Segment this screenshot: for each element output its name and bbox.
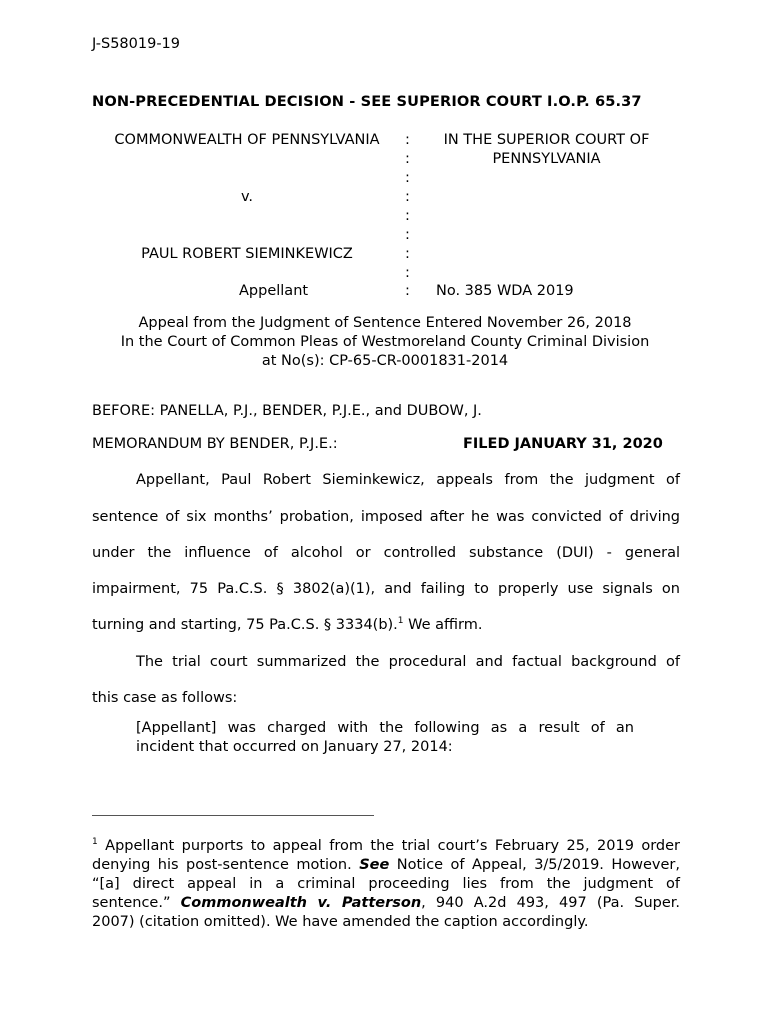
quote-line: [Appellant] was charged with the following as a result of an xyxy=(136,720,634,736)
appeal-line2: In the Court of Common Pleas of Westmoreland County Criminal Division xyxy=(120,334,650,350)
body-line: sentence of six months’ probation, imposed after he was convicted of driving xyxy=(92,509,680,525)
before-panel: BEFORE: PANELLA, P.J., BENDER, P.J.E., and DUBOW, J. xyxy=(92,403,482,419)
footnote-line: “[a] direct appeal in a criminal proceeding lies from the judgment of xyxy=(92,876,680,892)
footnote-ref[interactable]: 1 xyxy=(397,616,404,627)
footnote-line: 2007) (citation omitted). We have amended the caption accordingly. xyxy=(92,914,589,930)
memorandum-by: MEMORANDUM BY BENDER, P.J.E.: xyxy=(92,436,338,452)
caption-court-line2: PENNSYLVANIA xyxy=(492,151,601,167)
caption-court-line1: IN THE SUPERIOR COURT OF xyxy=(443,132,650,148)
caption-versus: v. xyxy=(240,189,254,205)
decision-heading: NON-PRECEDENTIAL DECISION - SEE SUPERIOR COURT I.O.P. 65.37 xyxy=(92,93,642,110)
caption-colon: : xyxy=(405,170,410,186)
body-line: The trial court summarized the procedural and factual background of xyxy=(136,654,680,670)
appeal-line3: at No(s): CP-65-CR-0001831-2014 xyxy=(261,353,509,369)
body-line: this case as follows: xyxy=(92,690,238,706)
footnote-text: sentence.” xyxy=(92,895,181,911)
appeal-line1: Appeal from the Judgment of Sentence Entered November 26, 2018 xyxy=(138,315,632,331)
footnote-text: , 940 A.2d 493, 497 (Pa. Super. xyxy=(421,895,680,911)
caption-colon: : xyxy=(405,227,410,243)
footnote-separator xyxy=(92,815,374,816)
body-line-last xyxy=(92,617,483,633)
footnote-line xyxy=(92,857,680,873)
footnote-text: denying his post-sentence motion. xyxy=(92,857,360,873)
footnote-line xyxy=(92,895,680,911)
caption-colon: : xyxy=(405,151,410,167)
body-text: We affirm. xyxy=(403,617,483,633)
filed-date: FILED JANUARY 31, 2020 xyxy=(463,436,663,452)
caption-plaintiff: COMMONWEALTH OF PENNSYLVANIA xyxy=(114,132,380,148)
caption-colon: : xyxy=(405,132,410,148)
caption-docket-number: No. 385 WDA 2019 xyxy=(436,283,574,299)
caption-colon: : xyxy=(405,283,410,299)
body-line: Appellant, Paul Robert Sieminkewicz, appeals from the judgment of xyxy=(136,472,680,488)
caption-colon: : xyxy=(405,246,410,262)
caption-colon: : xyxy=(405,208,410,224)
caption-colon: : xyxy=(405,189,410,205)
footnote-text: Appellant purports to appeal from the trial court’s February 25, 2019 order xyxy=(105,838,680,854)
footnote-signal: See xyxy=(359,857,390,873)
footnote-text: Notice of Appeal, 3/5/2019. However, xyxy=(389,857,680,873)
footnote-line xyxy=(92,838,680,854)
caption-role: Appellant xyxy=(239,283,309,299)
quote-line: incident that occurred on January 27, 2014: xyxy=(136,739,453,755)
caption-colon: : xyxy=(405,265,410,281)
body-text: turning and starting, 75 Pa.C.S. § 3334(b). xyxy=(92,617,398,633)
body-line: impairment, 75 Pa.C.S. § 3802(a)(1), and failing to properly use signals on xyxy=(92,581,680,597)
docket-id: J-S58019-19 xyxy=(92,36,181,52)
footnote-case-name: Commonwealth v. Patterson xyxy=(180,895,422,911)
footnote-marker: 1 xyxy=(92,837,98,848)
caption-defendant: PAUL ROBERT SIEMINKEWICZ xyxy=(141,246,353,262)
body-line: under the influence of alcohol or controlled substance (DUI) - general xyxy=(92,545,680,561)
